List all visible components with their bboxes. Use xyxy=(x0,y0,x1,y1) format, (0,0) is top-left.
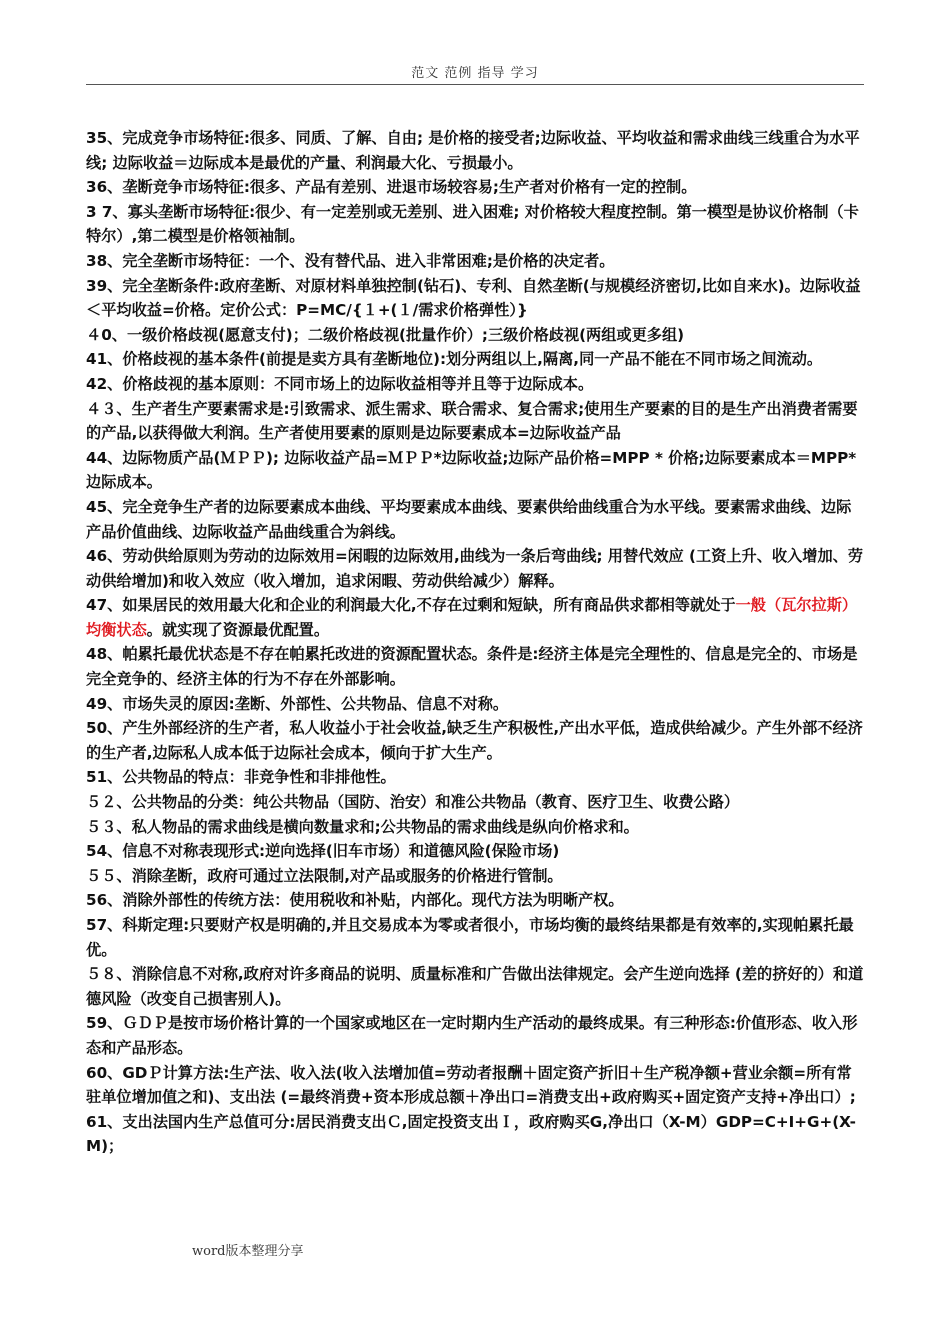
paragraph-56: 56、消除外部性的传统方法：使用税收和补贴，内部化。现代方法为明晰产权。 xyxy=(86,891,624,910)
paragraph-53: ５３、私人物品的需求曲线是横向数量求和;公共物品的需求曲线是纵向价格求和。 xyxy=(86,817,639,836)
paragraph-37: 3 7、寡头垄断市场特征:很少、有一定差别或无差别、进入困难; 对价格较大程度控制。第一模型是协议价格制（卡特尔）,第二模型是价格领袖制。 xyxy=(86,202,859,246)
paragraph-51: 51、公共物品的特点：非竞争性和非排他性。 xyxy=(86,768,396,787)
paragraph-41: 41、价格歧视的基本条件(前提是卖方具有垄断地位):划分两组以上,隔离,同一产品不能在不同市场之间流动。 xyxy=(86,350,823,369)
paragraph-38: 38、完全垄断市场特征：一个、没有替代品、进入非常困难;是价格的决定者。 xyxy=(86,251,615,270)
paragraph-61: 61、支出法国内生产总值可分:居民消费支出Ｃ,固定投资支出Ｉ，政府购买G,净出口（X-M）GDP=C+I+G+(X-M)； xyxy=(86,1112,856,1156)
paragraph-49: 49、市场失灵的原因:垄断、外部性、公共物品、信息不对称。 xyxy=(86,694,509,713)
paragraph-43: ４３、生产者生产要素需求是:引致需求、派生需求、联合需求、复合需求;使用生产要素的目的是生产出消费者需要的产品,以获得做大利润。生产者使用要素的原则是边际要素成本=边际收益产品 xyxy=(86,399,858,443)
page-footer: word版本整理分享 xyxy=(192,1244,304,1259)
paragraph-46: 46、劳动供给原则为劳动的边际效用=闲暇的边际效用,曲线为一条后弯曲线; 用替代效应 (工资上升、收入增加、劳动供给增加)和收入效应（收入增加，追求闲暇、劳动供给减少）解释。 xyxy=(86,547,864,590)
paragraph-47-tail: 。就实现了资源最优配置。 xyxy=(146,620,329,639)
paragraph-44: 44、边际物质产品(ＭＰＰ); 边际收益产品=ＭＰＰ*边际收益;边际产品价格=MPP * 价格;边际要素成本＝MPP*边际成本。 xyxy=(86,448,857,492)
paragraph-39: 39、完全垄断条件:政府垄断、对原材料单独控制(钻石)、专利、自然垄断(与规模经济密切,比如自来水)。边际收益＜平均收益=价格。定价公式：P=MC/{１+(１/需求价格弹性）} xyxy=(86,276,861,320)
paragraph-50: 50、产生外部经济的生产者，私人收益小于社会收益,缺乏生产积极性,产出水平低，造成供给减少。产生外部不经济的生产者,边际私人成本低于边际社会成本，倾向于扩大生产。 xyxy=(86,719,863,762)
paragraph-40: ４0、一级价格歧视(愿意支付)；二级价格歧视(批量作价）;三级价格歧视(两组或更多组) xyxy=(86,325,685,344)
paragraph-42: 42、价格歧视的基本原则：不同市场上的边际收益相等并且等于边际成本。 xyxy=(86,374,594,393)
document-body xyxy=(86,126,866,1159)
paragraph-48: 48、帕累托最优状态是不存在帕累托改进的资源配置状态。条件是:经济主体是完全理性的、信息是完全的、市场是完全竞争的、经济主体的行为不存在外部影响。 xyxy=(86,645,858,689)
paragraph-59: 59、ＧＤＰ是按市场价格计算的一个国家或地区在一定时期内生产活动的最终成果。有三种形态:价值形态、收入形态和产品形态。 xyxy=(86,1014,858,1057)
paragraph-47-highlight: 一般（瓦尔拉斯）均衡状态 xyxy=(86,596,858,639)
paragraph-36: 36、垄断竞争市场特征:很多、产品有差别、进退市场较容易;生产者对价格有一定的控制。 xyxy=(86,178,697,197)
paragraph-58: ５８、消除信息不对称,政府对许多商品的说明、质量标准和广告做出法律规定。会产生逆向选择 (差的挤好的）和道德风险（改变自己损害别人)。 xyxy=(86,965,864,1008)
paragraph-47-text: 47、如果居民的效用最大化和企业的利润最大化,不存在过剩和短缺，所有商品供求都相等就处于 xyxy=(86,596,736,615)
paragraph-54: 54、信息不对称表现形式:逆向选择(旧车市场）和道德风险(保险市场) xyxy=(86,842,560,861)
paragraph-35: 35、完成竞争市场特征:很多、同质、了解、自由; 是价格的接受者;边际收益、平均收益和需求曲线三线重合为水平线; 边际收益＝边际成本是最优的产量、利润最大化、亏损最小。 xyxy=(86,129,860,172)
paragraph-60: 60、GDＰ计算方法:生产法、收入法(收入法增加值=劳动者报酬＋固定资产折旧＋生产税净额+营业余额=所有常驻单位增加值之和)、支出法 (=最终消费+资本形成总额＋净出口=消费支出+政府购买+固定资产支持+净出口）; xyxy=(86,1063,856,1107)
paragraph-52: ５２、公共物品的分类：纯公共物品（国防、治安）和准公共物品（教育、医疗卫生、收费公路） xyxy=(86,793,740,812)
paragraph-47 xyxy=(86,593,866,642)
paragraph-55: ５５、消除垄断，政府可通过立法限制,对产品或服务的价格进行管制。 xyxy=(86,866,563,885)
paragraph-45: 45、完全竞争生产者的边际要素成本曲线、平均要素成本曲线、要素供给曲线重合为水平线。要素需求曲线、边际产品价值曲线、边际收益产品曲线重合为斜线。 xyxy=(86,497,852,541)
paragraph-57: 57、科斯定理:只要财产权是明确的,并且交易成本为零或者很小，市场均衡的最终结果都是有效率的,实现帕累托最优。 xyxy=(86,916,854,959)
page-header: 范文 范例 指导 学习 xyxy=(411,66,539,81)
header-divider xyxy=(86,84,864,85)
